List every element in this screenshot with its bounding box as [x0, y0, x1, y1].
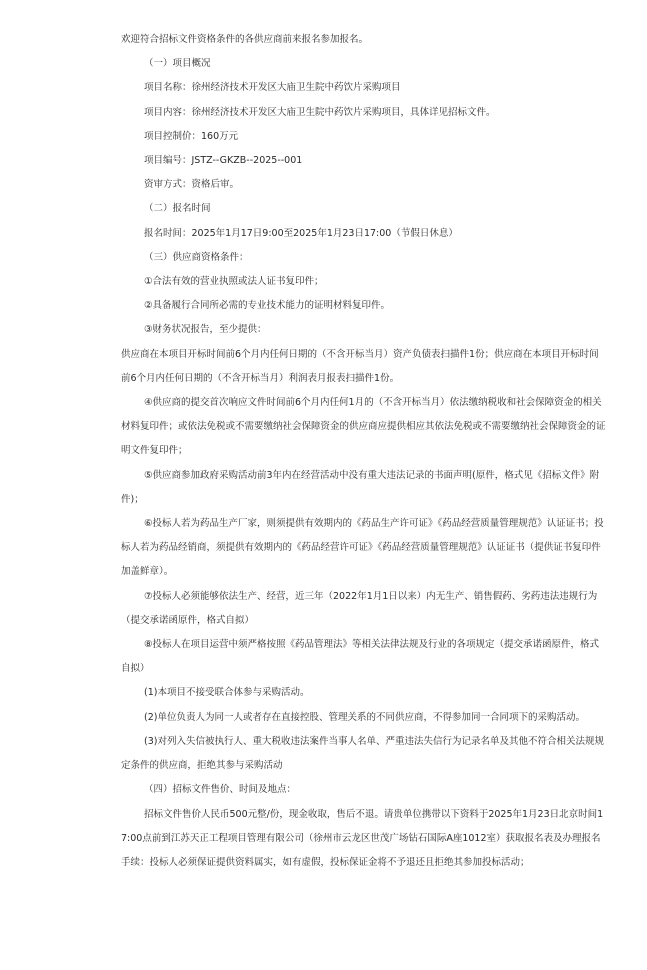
paragraph-price: 项目控制价：160万元	[144, 130, 239, 142]
paragraph-n1: (1)本项目不接受联合体参与采购活动。	[144, 687, 310, 699]
paragraph-sale: 招标文件售价人民币500元整/份，现金收取，售后不退。请贵单位携带以下资料于2025年1月23日北京时间17:00点前到江苏天正工程项目管理有限公司（徐州市云龙区世茂广场钻石国际A座1012室）获取报名表及办理报名手续：投标人必须保证提供资料属实，如有虚假，投标保证金将不予退还且拒绝其参加投标活动；	[121, 808, 604, 868]
paragraph-code: 项目编号：JSTZ--GKZB--2025--001	[144, 155, 303, 167]
paragraph-c8: ⑧投标人在项目运营中须严格按照《药品管理法》等相关法律法规及行业的各项规定（提交承诺函原件，格式自拟）	[121, 639, 600, 675]
paragraph-c4: ④供应商的提交首次响应文件时间前6个月内任何1月的（不含开标当月）依法缴纳税收和社会保障资金的相关材料复印件；或依法免税或不需要缴纳社会保障资金的供应商应提供相应其依法免税或不需要缴纳社会保障资金的证明文件复印件；	[121, 397, 606, 457]
paragraph-review: 资审方式：资格后审。	[144, 179, 240, 191]
paragraph-c1: ①合法有效的营业执照或法人证书复印件；	[144, 276, 324, 288]
paragraph-c3a: 供应商在本项目开标时间前6个月内任何日期的（不含开标当月）资产负债表扫描件1份；供应商在本项目开标时间前6个月内任何日期的（不含开标当月）利润表月报表扫描件1份。	[121, 348, 599, 384]
paragraph-name: 项目名称：徐州经济技术开发区大庙卫生院中药饮片采购项目	[144, 82, 401, 94]
paragraph-c5: ⑤供应商参加政府采购活动前3年内在经营活动中没有重大违法记录的书面声明(原件，格式见《招标文件》附件)；	[121, 469, 600, 505]
paragraph-c7: ⑦投标人必须能够依法生产、经营，近三年（2022年1月1日以来）内无生产、销售假药、劣药违法违规行为（提交承诺函原件，格式自拟）	[121, 590, 598, 626]
paragraph-c2: ②具备履行合同所必需的专业技术能力的证明材料复印件。	[144, 300, 391, 312]
paragraph-c3: ③财务状况报告，至少提供：	[144, 324, 267, 336]
paragraph-content: 项目内容：徐州经济技术开发区大庙卫生院中药饮片采购项目，具体详见招标文件。	[144, 106, 496, 118]
paragraph-sec3: （三）供应商资格条件：	[144, 251, 249, 263]
paragraph-intro: 欢迎符合招标文件资格条件的各供应商前来报名参加报名。	[121, 34, 369, 45]
paragraph-c6: ⑥投标人若为药品生产厂家，则须提供有效期内的《药品生产许可证》《药品经营质量管理规范》认证证书；投标人若为药品经销商，须提供有效期内的《药品经营许可证》《药品经营质量管理规范》认证证书（提供证书复印件加盖鲜章）。	[121, 518, 604, 578]
paragraph-n2: (2)单位负责人为同一人或者存在直接控股、管理关系的不同供应商，不得参加同一合同项下的采购活动。	[144, 711, 585, 723]
paragraph-regtime: 报名时间：2025年1月17日9:00至2025年1月23日17:00（节假日休息）	[144, 227, 458, 239]
paragraph-sec4: （四）招标文件售价、时间及地点：	[144, 784, 297, 796]
paragraph-sec1: （一）项目概况	[144, 58, 211, 70]
paragraph-sec2: （二）报名时间	[144, 203, 211, 215]
paragraph-n3: (3)对列入失信被执行人、重大税收违法案件当事人名单、严重违法失信行为记录名单及其他不符合相关法规规定条件的供应商，拒绝其参与采购活动	[121, 735, 604, 772]
